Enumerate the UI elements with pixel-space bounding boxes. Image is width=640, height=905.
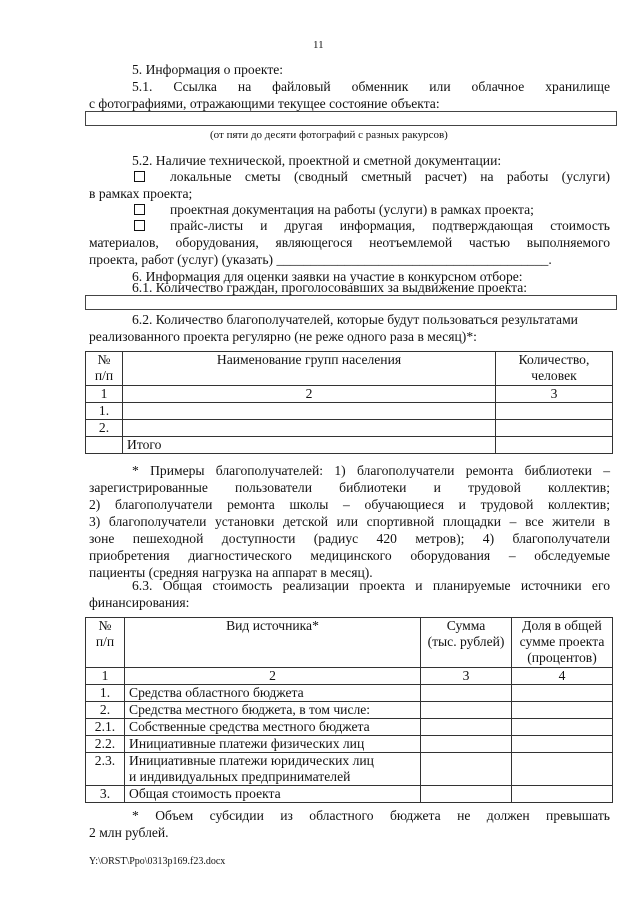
doc-option-1-line2: в рамках проекта;	[89, 186, 193, 201]
t2-head-share: Доля в общей сумме проекта (процентов)	[512, 618, 613, 668]
beneficiaries-table	[85, 351, 613, 454]
note-line4: 3) благополучатели установки детской или спортивной площадки – все жители в	[89, 514, 610, 529]
t2-colnum-1: 1	[86, 668, 125, 685]
t2-row1-sum-cell[interactable]	[421, 685, 512, 702]
t1-head-groups: Наименование групп населения	[123, 352, 496, 386]
t2-row5-sum-cell[interactable]	[421, 753, 512, 786]
note-line1: * Примеры благополучателей: 1) благополучатели ремонта библиотеки –	[132, 463, 610, 478]
photo-link-field[interactable]	[85, 111, 617, 126]
votes-count-field[interactable]	[85, 295, 617, 310]
t1-row2-num: 2.	[86, 420, 123, 437]
t1-total-label: Итого	[123, 437, 496, 454]
t2-row4-source: Инициативные платежи физических лиц	[125, 736, 421, 753]
p62-line2: реализованного проекта регулярно (не реже одного раза в месяц)*:	[89, 329, 477, 344]
doc-option-2: проектная документация на работы (услуги) в рамках проекта;	[170, 202, 534, 217]
t2-head-sum: Сумма (тыс. рублей)	[421, 618, 512, 668]
t2-row5-share-cell[interactable]	[512, 753, 613, 786]
t2-row1-share-cell[interactable]	[512, 685, 613, 702]
t2-row6-num: 3.	[86, 786, 125, 803]
table-row	[86, 403, 613, 420]
table-row	[86, 702, 613, 719]
section-5-heading: 5. Информация о проекте:	[132, 62, 284, 77]
t2-row3-sum-cell[interactable]	[421, 719, 512, 736]
t2-row3-source: Собственные средства местного бюджета	[125, 719, 421, 736]
t1-colnum-2: 2	[123, 386, 496, 403]
footer-file-path: Y:\ORST\Ppo\0313p169.f23.docx	[89, 856, 226, 867]
t2-row4-share-cell[interactable]	[512, 736, 613, 753]
t1-total-num	[86, 437, 123, 454]
t2-row6-sum-cell[interactable]	[421, 786, 512, 803]
t1-row2-group-cell[interactable]	[123, 420, 496, 437]
subsidy-note-line1: * Объем субсидии из областного бюджета не должен превышать	[132, 808, 610, 823]
t1-head-num: № п/п	[86, 352, 123, 386]
t1-head-count: Количество, человек	[496, 352, 613, 386]
doc-option-3-line2: материалов, оборудования, являющегося неотъемлемой частью выполняемого	[89, 235, 610, 250]
t1-row2-count-cell[interactable]	[496, 420, 613, 437]
table-row	[86, 786, 613, 803]
note-line3: 2) благополучатели ремонта школы – обучающиеся и трудовой коллектив;	[89, 497, 610, 512]
t1-row1-group-cell[interactable]	[123, 403, 496, 420]
t2-colnum-4: 4	[512, 668, 613, 685]
doc-option-2-checkbox[interactable]	[134, 204, 145, 215]
t2-row4-num: 2.2.	[86, 736, 125, 753]
t1-row1-count-cell[interactable]	[496, 403, 613, 420]
financing-table	[85, 617, 613, 803]
note-line2: зарегистрированные пользователи библиотеки и трудовой коллектив;	[89, 480, 610, 495]
t1-colnum-1: 1	[86, 386, 123, 403]
subsidy-note-line2: 2 млн рублей.	[89, 825, 169, 840]
t2-row6-source: Общая стоимость проекта	[125, 786, 421, 803]
t2-row2-num: 2.	[86, 702, 125, 719]
t2-row2-source: Средства местного бюджета, в том числе:	[125, 702, 421, 719]
t1-total-count-cell[interactable]	[496, 437, 613, 454]
note-line5: зоне пешеходной доступности (радиус 420 метров); 4) благополучатели	[89, 531, 610, 546]
p51-line2: с фотографиями, отражающими текущее состояние объекта:	[89, 96, 440, 111]
t2-row3-num: 2.1.	[86, 719, 125, 736]
t2-row1-num: 1.	[86, 685, 125, 702]
t1-colnum-3: 3	[496, 386, 613, 403]
t2-head-num: № п/п	[86, 618, 125, 668]
doc-option-1-checkbox[interactable]	[134, 171, 145, 182]
t2-colnum-3: 3	[421, 668, 512, 685]
t2-row2-share-cell[interactable]	[512, 702, 613, 719]
table-row	[86, 736, 613, 753]
photo-hint: (от пяти до десяти фотографий с разных ракурсов)	[210, 129, 448, 141]
doc-option-3-line1: прайс-листы и другая информация, подтверждающая стоимость	[170, 218, 610, 233]
t2-row1-source: Средства областного бюджета	[125, 685, 421, 702]
t2-row4-sum-cell[interactable]	[421, 736, 512, 753]
t1-row1-num: 1.	[86, 403, 123, 420]
table-row	[86, 753, 613, 786]
p52-heading: 5.2. Наличие технической, проектной и сметной документации:	[132, 153, 502, 168]
section-6-heading: 6. Информация для оценки заявки на участие в конкурсном отборе:	[132, 269, 523, 284]
doc-option-3-checkbox[interactable]	[134, 220, 145, 231]
p61-text: 6.1. Количество граждан, проголосовавших за выдвижение проекта:	[132, 280, 528, 295]
t2-row5-source: Инициативные платежи юридических лиц и индивидуальных предпринимателей	[125, 753, 421, 786]
t2-row3-share-cell[interactable]	[512, 719, 613, 736]
t2-row2-sum-cell[interactable]	[421, 702, 512, 719]
t2-head-source: Вид источника*	[125, 618, 421, 668]
p63-line2: финансирования:	[89, 595, 190, 610]
note-line7: пациенты (средняя нагрузка на аппарат в месяц).	[89, 565, 373, 580]
table-row	[86, 437, 613, 454]
doc-option-3-line3: проекта, работ (услуг) (указать) ________________________________________.	[89, 252, 552, 267]
p62-line1: 6.2. Количество благополучателей, которые будут пользоваться результатами	[132, 312, 578, 327]
note-line6: приобретения диагностического медицинского оборудования – обследуемые	[89, 548, 610, 563]
table-row	[86, 685, 613, 702]
t2-colnum-2: 2	[125, 668, 421, 685]
t2-row6-share-cell[interactable]	[512, 786, 613, 803]
t2-row5-num: 2.3.	[86, 753, 125, 786]
table-row	[86, 719, 613, 736]
page-number: 11	[313, 39, 324, 51]
doc-option-1-line1: локальные сметы (сводный сметный расчет) на работы (услуги)	[170, 169, 610, 184]
table-row	[86, 420, 613, 437]
p63-line1: 6.3. Общая стоимость реализации проекта и планируемые источники его	[132, 578, 610, 593]
p51-line1: 5.1. Ссылка на файловый обменник или облачное хранилище	[132, 79, 610, 94]
